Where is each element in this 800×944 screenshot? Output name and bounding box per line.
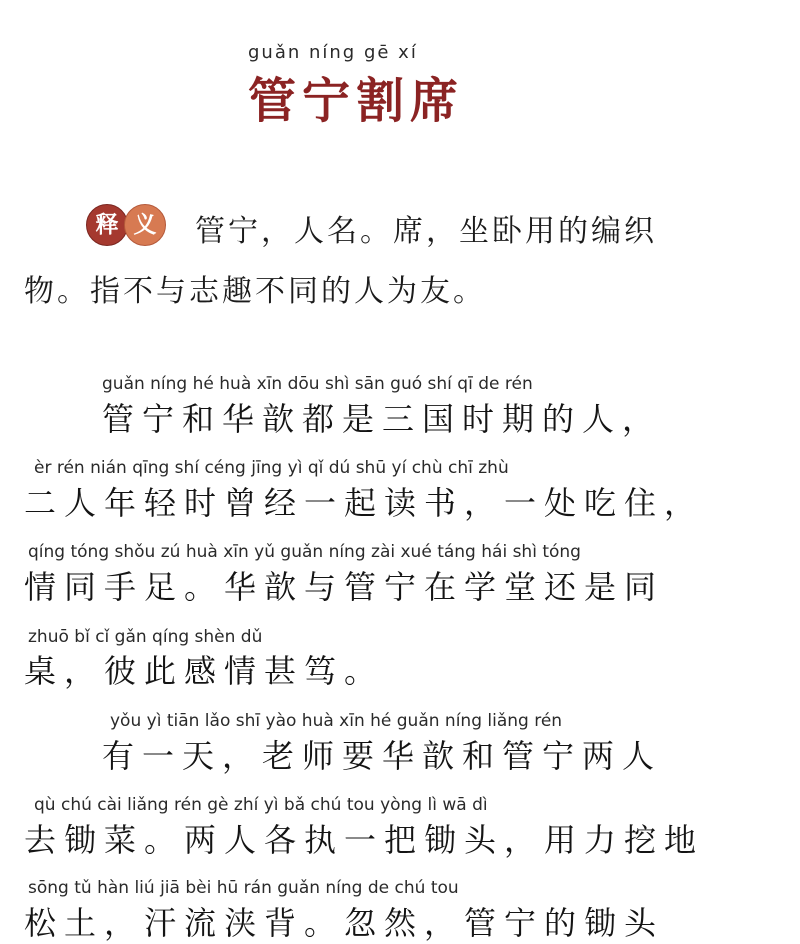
story-pinyin-7: sōng tǔ hàn liú jiā bèi hū rán guǎn níng de chú tou [28, 878, 459, 898]
story-pinyin-5: yǒu yì tiān lǎo shī yào huà xīn hé guǎn níng liǎng rén [110, 711, 563, 731]
story-text-6: 去锄菜。两人各执一把锄头，用力挖地 [24, 821, 705, 859]
story-text-3: 情同手足。华歆与管宁在学堂还是同 [24, 568, 665, 606]
story-pinyin-4: zhuō bǐ cǐ gǎn qíng shèn dǔ [28, 627, 263, 647]
page-title: 管宁割席 [248, 73, 465, 129]
badge-char-1: 释 [86, 204, 128, 246]
story-pinyin-6: qù chú cài liǎng rén gè zhí yì bǎ chú tou yòng lì wā dì [34, 795, 488, 815]
story-text-5: 有一天，老师要华歆和管宁两人 [102, 737, 663, 775]
title-pinyin: guǎn níng gē xí [248, 42, 418, 63]
story-pinyin-3: qíng tóng shǒu zú huà xīn yǔ guǎn níng zài xué táng hái shì tóng [28, 542, 581, 562]
story-text-7: 松土，汗流浃背。忽然，管宁的锄头 [24, 904, 665, 942]
story-text-4: 桌，彼此感情甚笃。 [24, 652, 385, 690]
explanation-line-1: 管宁，人名。席，坐卧用的编织 [195, 214, 657, 249]
story-text-1: 管宁和华歆都是三国时期的人， [102, 400, 663, 438]
story-pinyin-2: èr rén nián qīng shí céng jīng yì qǐ dú shū yí chù chī zhù [34, 458, 509, 478]
explanation-line-2: 物。指不与志趣不同的人为友。 [24, 274, 486, 309]
story-pinyin-1: guǎn níng hé huà xīn dōu shì sān guó shí qī de rén [102, 374, 533, 394]
badge-char-2: 义 [124, 204, 166, 246]
story-text-2: 二人年轻时曾经一起读书，一处吃住， [24, 484, 705, 522]
explanation-badge [86, 204, 182, 246]
